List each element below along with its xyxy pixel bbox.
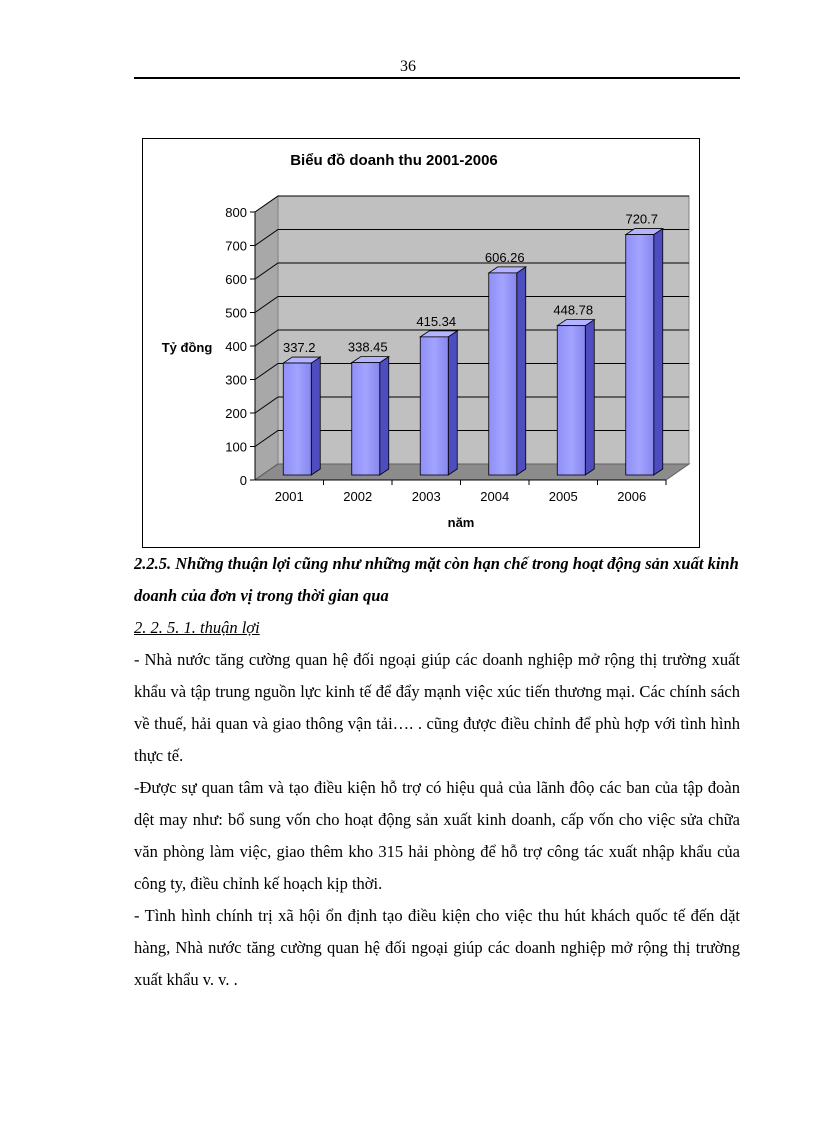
y-tick-label: 800 <box>225 205 247 220</box>
revenue-chart <box>142 138 700 548</box>
chart-canvas <box>143 139 701 549</box>
bar-2003 <box>420 337 448 475</box>
x-tick-label: 2001 <box>274 489 304 504</box>
x-tick-label: 2003 <box>411 489 441 504</box>
data-label-2006: 720.7 <box>625 211 659 227</box>
paragraph-3: - Tình hình chính trị xã hội ổn định tạo điều kiện cho việc thu hút khách quốc tế đến dặt hàng, Nhà nước tăng cường quan hệ đối ngoại giúp các doanh nghiệp mở rộng thị trường xuất khẩu v. v. . <box>134 906 740 989</box>
y-tick-label: 400 <box>225 339 247 354</box>
data-label-2002: 338.45 <box>347 339 388 355</box>
bar-side-2003 <box>448 331 457 475</box>
x-tick-label: 2002 <box>343 489 373 504</box>
bar-2001 <box>283 363 311 475</box>
bar-side-2001 <box>311 357 320 475</box>
y-axis-label: Tỷ đồng <box>161 340 213 355</box>
bar-side-2002 <box>380 357 389 475</box>
y-tick-label: 100 <box>225 439 247 455</box>
x-axis-label: năm <box>447 515 475 530</box>
bar-2002 <box>352 363 380 475</box>
bar-side-2005 <box>585 320 594 475</box>
bar-2004 <box>489 273 517 475</box>
y-tick-label: 300 <box>225 372 247 388</box>
bar-2005 <box>557 326 585 475</box>
x-tick-label: 2005 <box>548 489 578 504</box>
data-label-2004: 606.26 <box>484 249 525 265</box>
paragraph-2: -Được sự quan tâm và tạo điều kiện hỗ trợ có hiệu quả của lãnh đôọ các ban của tập đoàn dệt may như: bổ sung vốn cho hoạt động sản xuất kinh doanh, cấp vốn cho việc sửa chữa văn phòng làm việc, giao thêm kho 315 hải phòng để hỗ trợ công tác xuất nhập khẩu của công ty, điều chỉnh kế hoạch kịp thời. <box>134 778 740 893</box>
body-text <box>134 548 740 996</box>
bar-2006 <box>626 235 654 475</box>
y-tick-label: 200 <box>225 406 247 421</box>
chart-title: Biểu đồ doanh thu 2001-2006 <box>290 152 498 169</box>
paragraph-1: - Nhà nước tăng cường quan hệ đối ngoại giúp các doanh nghiệp mở rộng thị trường xuất khẩu và tập trung nguồn lực kinh tế để đẩy mạnh việc xúc tiến thương mại. Các chính sách về thuế, hải quan và giao thông vận tải…. . cũng được điều chỉnh để phù hợp với tình hình thực tế. <box>134 650 740 765</box>
section-heading: 2.2.5. Những thuận lợi cũng như những mặt còn hạn chế trong hoạt động sản xuất kinh doanh của đơn vị trong thời gian qua <box>134 554 739 605</box>
data-label-2005: 448.78 <box>553 302 594 318</box>
x-tick-label: 2006 <box>617 489 647 504</box>
y-tick-label: 500 <box>225 305 247 321</box>
subsection-heading: 2. 2. 5. 1. thuận lợi <box>134 618 260 637</box>
y-tick-label: 0 <box>239 473 247 488</box>
x-tick-label: 2004 <box>480 489 510 504</box>
y-tick-label: 600 <box>225 272 247 287</box>
data-label-2001: 337.2 <box>282 340 316 356</box>
y-tick-label: 700 <box>225 238 247 254</box>
data-label-2003: 415.34 <box>416 313 457 329</box>
page-number: 36 <box>400 58 416 75</box>
bar-side-2004 <box>517 267 526 475</box>
bar-side-2006 <box>654 229 663 475</box>
header-rule <box>134 77 740 79</box>
